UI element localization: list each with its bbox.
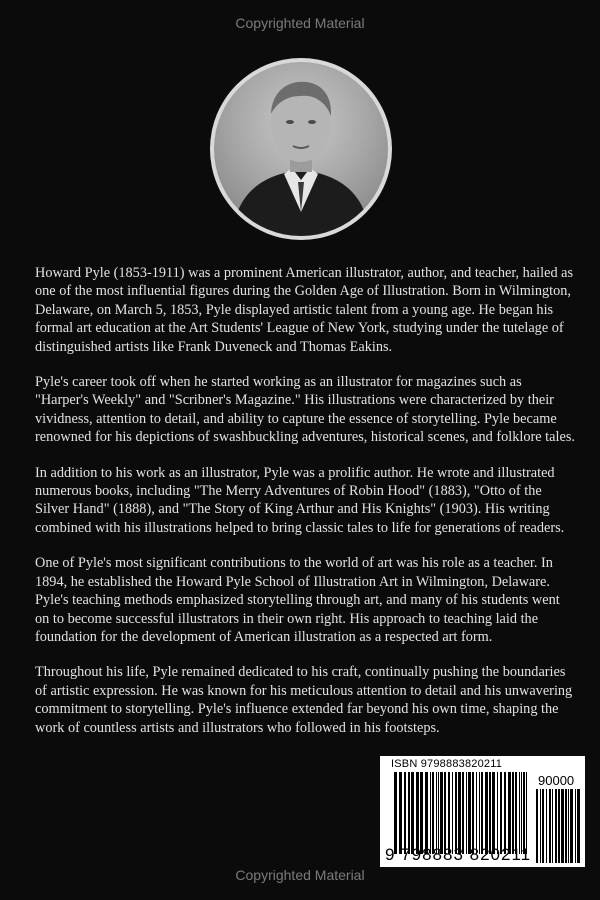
price-code: 90000 (538, 773, 575, 788)
author-portrait-frame (210, 58, 392, 240)
copyright-watermark-bottom: Copyrighted Material (235, 867, 365, 883)
bio-paragraph-5: Throughout his life, Pyle remained dedicated to his craft, continually pushing the boundaries of artistic expression. He was known for his meticulous attention to detail and his unwavering commitment to storytelling. Pyle's influence extended far beyond his own time, shaping the work of countless artists and illustrators who followed in his footsteps. (35, 664, 573, 736)
isbn-barcode (380, 756, 585, 867)
barcode-digits: 9 798883 820211 (385, 845, 532, 864)
barcode-bars-addon (536, 789, 580, 863)
portrait-photo-icon (214, 62, 388, 236)
portrait-silhouette (214, 62, 388, 236)
bio-paragraph-2: Pyle's career took off when he started working as an illustrator for magazines such as "Harper's Weekly" and "Scribner's Magazine." His illustrations were characterized by their vividness, attention to detail, and ability to capture the essence of storytelling. Pyle became renowned for his depictions of swashbuckling adventures, historical scenes, and folklore tales. (35, 374, 575, 446)
bio-paragraph-4: One of Pyle's most significant contributions to the world of art was his role as a teacher. In 1894, he established the Howard Pyle School of Illustration Art in Wilmington, Delaware. Pyle's teaching methods emphasized storytelling through art, and many of his students went on to become successful illustrators in their own right. His approach to teaching laid the foundation for the development of American illustration as a respected art form. (35, 555, 560, 645)
bio-paragraph-1: Howard Pyle (1853-1911) was a prominent American illustrator, author, and teacher, hailed as one of the most influential figures during the Golden Age of Illustration. Born in Wilmington, Delaware, on March 5, 1853, Pyle displayed artistic talent from a young age. He began his formal art education at the Art Students' League of New York, studying under the tutelage of distinguished artists like Frank Duveneck and Thomas Eakins. (35, 265, 574, 355)
bio-paragraph-3: In addition to his work as an illustrator, Pyle was a prolific author. He wrote and illustrated numerous books, including "The Merry Adventures of Robin Hood" (1883), "Otto of the Silver Hand" (1888), and "The Story of King Arthur and His Knights" (1903). His writing combined with his illustrations helped to bring classic tales to life for generations of readers. (35, 464, 565, 536)
isbn-label: ISBN 9798883820211 (391, 758, 503, 770)
author-biography (35, 264, 575, 754)
barcode-bars-main (394, 772, 528, 854)
copyright-watermark-top: Copyrighted Material (235, 15, 365, 31)
